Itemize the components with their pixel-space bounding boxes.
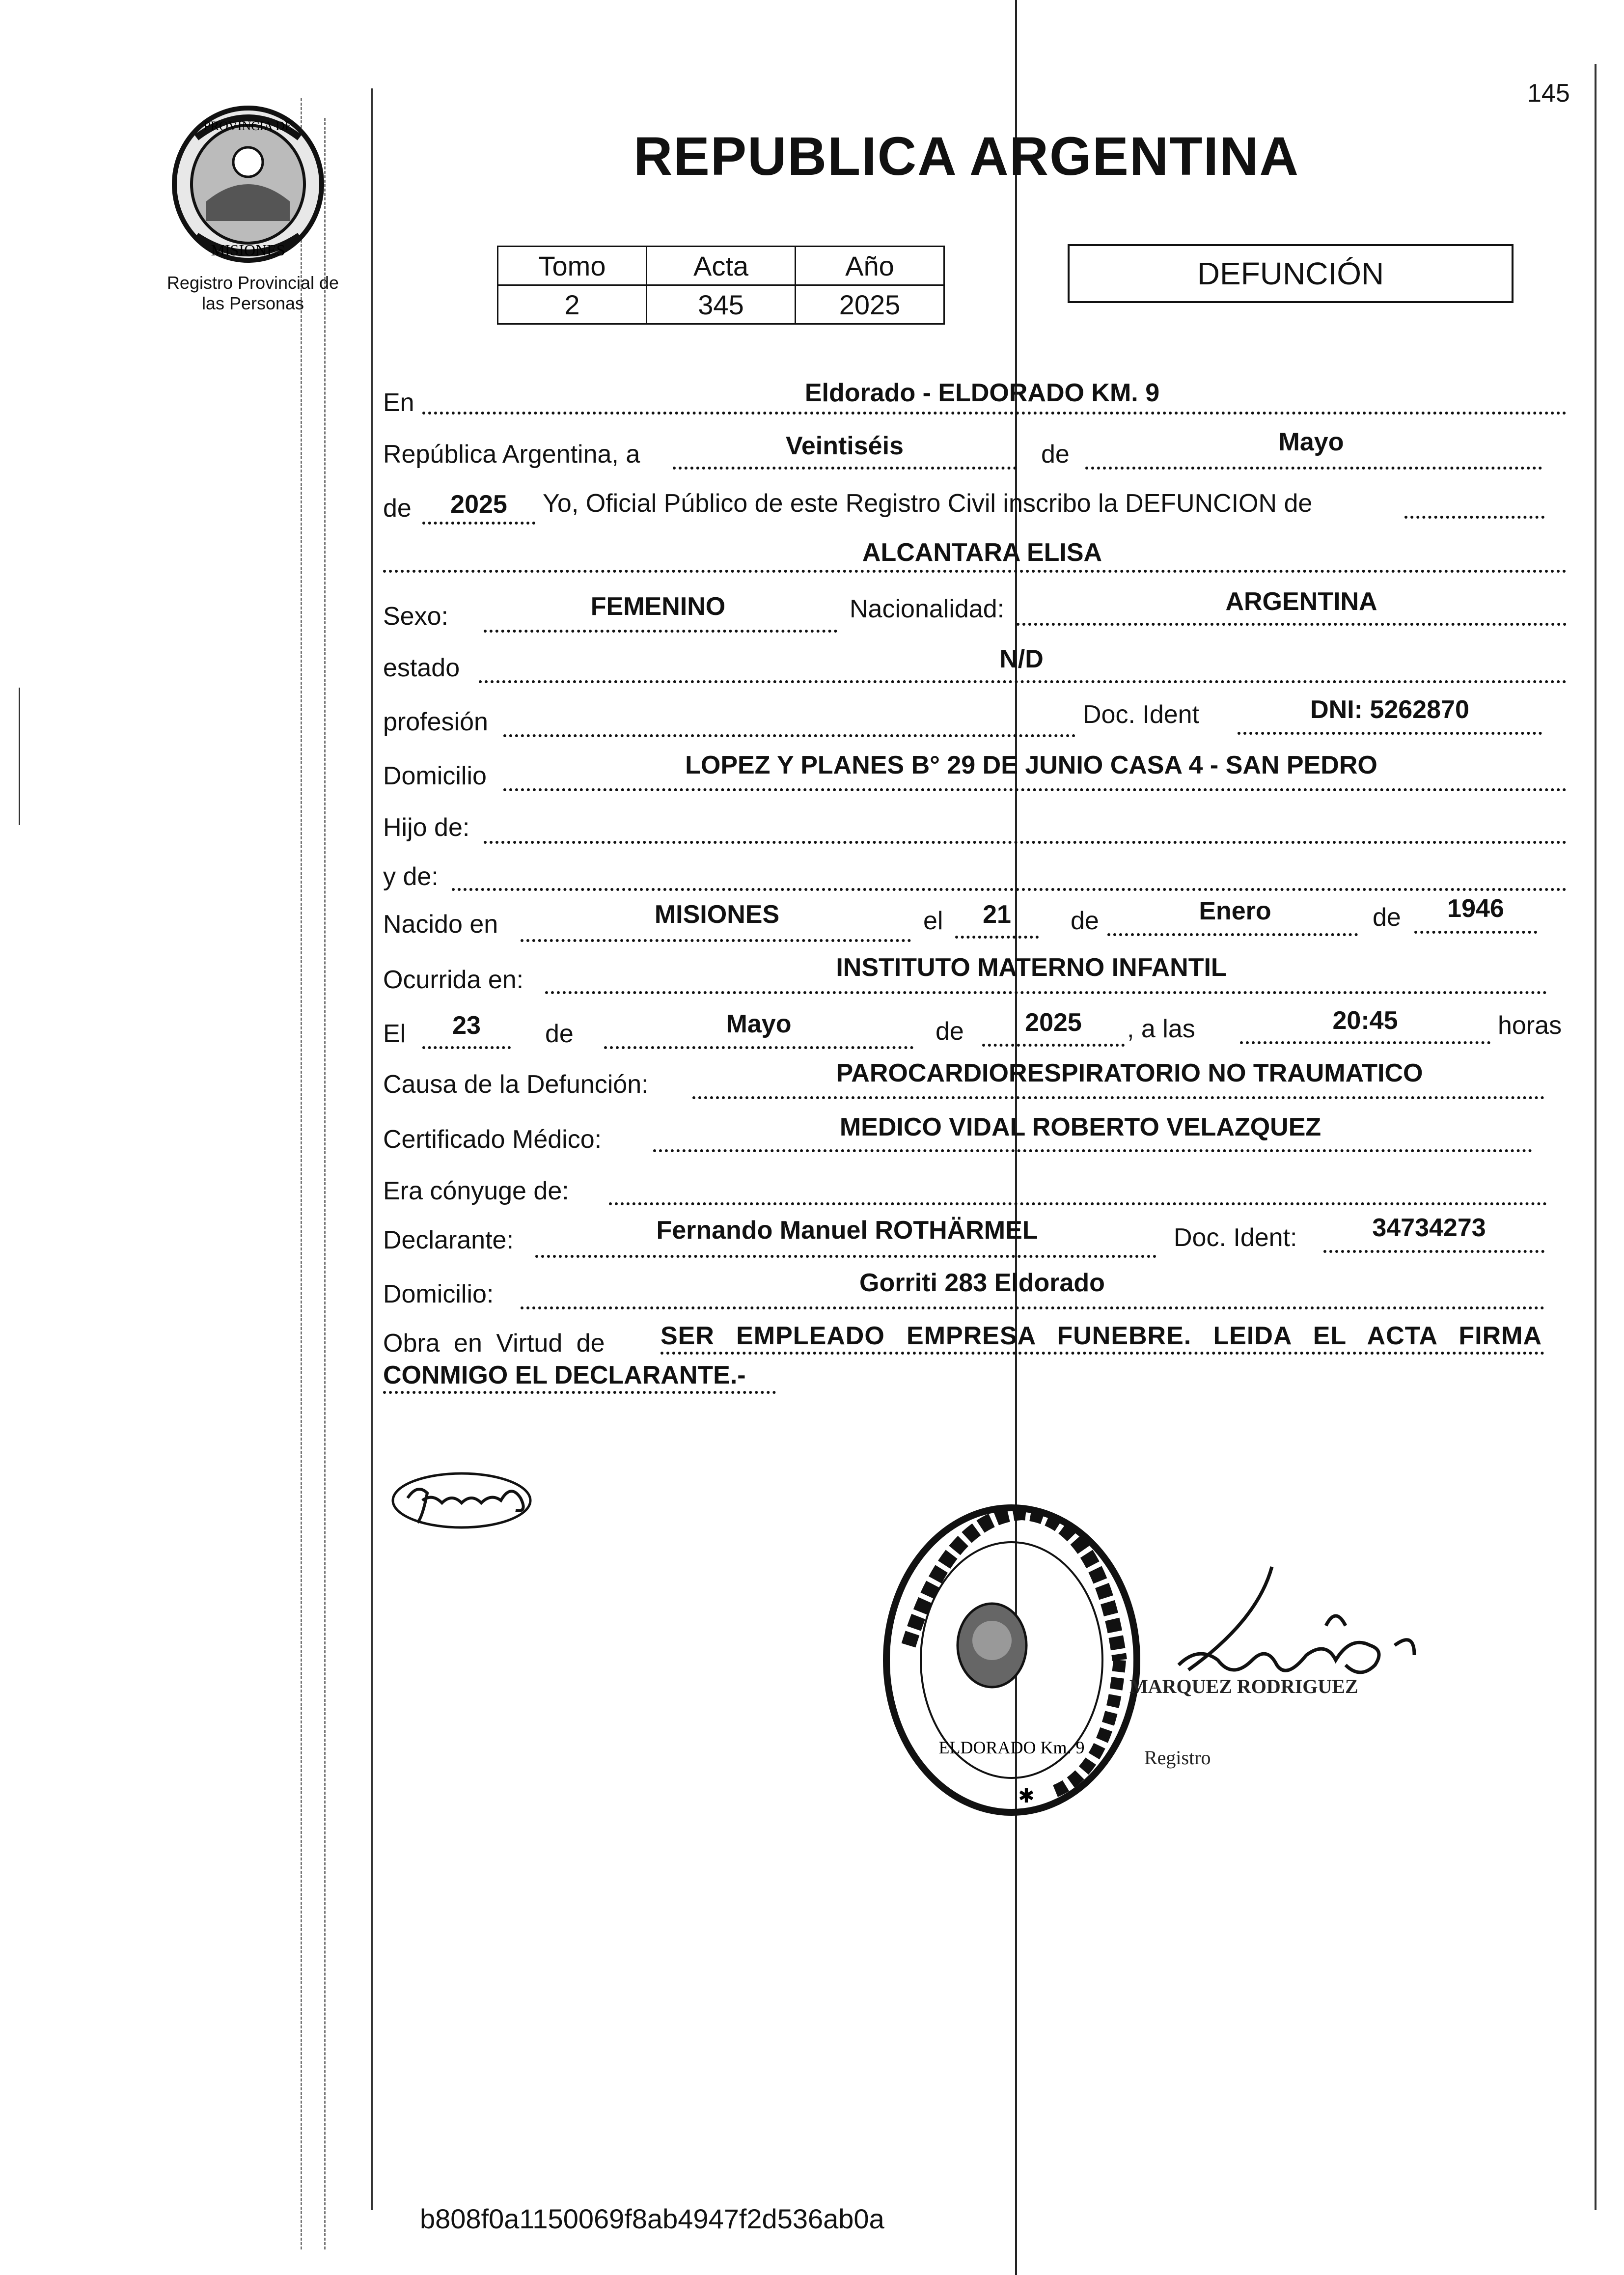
horas-label: horas xyxy=(1498,1011,1562,1040)
doc2-value: 34734273 xyxy=(1372,1214,1486,1242)
edge-line xyxy=(19,688,20,825)
dotted-line xyxy=(1404,516,1544,519)
registry-office-label xyxy=(147,273,358,314)
dotted-line xyxy=(653,1149,1532,1152)
nacido-label: Nacido en xyxy=(383,910,498,939)
month-value: Mayo xyxy=(1278,428,1344,456)
dotted-line xyxy=(521,1306,1544,1309)
dotted-line xyxy=(1414,931,1537,934)
obra-line-1: SER EMPLEADO EMPRESA FUNEBRE. LEIDA EL ACTA FIRMA xyxy=(661,1322,1542,1350)
yo-text: Yo, Oficial Público de este Registro Civil inscribo la DEFUNCION de xyxy=(543,489,1313,518)
dotted-line xyxy=(955,936,1039,939)
estado-value: N/D xyxy=(999,645,1044,673)
dotted-line xyxy=(452,888,1567,891)
dotted-line xyxy=(1238,732,1542,735)
death-year-value: 2025 xyxy=(1025,1008,1082,1037)
nacionalidad-value: ARGENTINA xyxy=(1225,587,1377,616)
anio-value: 2025 xyxy=(796,285,944,324)
dotted-line xyxy=(692,1096,1544,1099)
declarante-label: Declarante: xyxy=(383,1226,514,1254)
place-value: Eldorado - ELDORADO KM. 9 xyxy=(804,379,1160,407)
doc-value: DNI: 5262870 xyxy=(1310,695,1469,724)
de-label: de xyxy=(1373,903,1401,932)
dotted-line xyxy=(535,1255,1156,1258)
ocurrida-value: INSTITUTO MATERNO INFANTIL xyxy=(836,953,1227,982)
el-label: el xyxy=(923,907,943,935)
registry-stamp xyxy=(874,1498,1149,1822)
dotted-line xyxy=(383,570,1567,573)
dotted-line xyxy=(1107,933,1358,936)
de-label: de xyxy=(936,1017,964,1046)
stamp-inner-text: ELDORADO Km. 9 xyxy=(938,1738,1085,1757)
svg-text:✱: ✱ xyxy=(1018,1785,1035,1807)
official-signature xyxy=(1120,1547,1522,1753)
birth-year-value: 1946 xyxy=(1447,894,1504,923)
day-text-value: Veintiséis xyxy=(786,432,904,460)
declarant-signature xyxy=(388,1464,540,1537)
dotted-line xyxy=(1085,467,1542,470)
office-line-2: las Personas xyxy=(201,293,304,313)
office-line-1: Registro Provincial de xyxy=(166,273,339,293)
profesion-label: profesión xyxy=(383,708,488,736)
certificado-value: MEDICO VIDAL ROBERTO VELAZQUEZ xyxy=(839,1113,1321,1141)
de-label: de xyxy=(545,1020,574,1048)
causa-value: PAROCARDIORESPIRATORIO NO TRAUMATICO xyxy=(836,1059,1423,1087)
domicilio-value: LOPEZ Y PLANES B° 29 DE JUNIO CASA 4 - SAN PEDRO xyxy=(685,751,1377,779)
acta-header: Acta xyxy=(647,247,796,285)
acta-value: 345 xyxy=(647,285,796,324)
dotted-line xyxy=(1323,1250,1544,1253)
dotted-line xyxy=(484,630,837,633)
sexo-label: Sexo: xyxy=(383,602,448,631)
domicilio2-label: Domicilio: xyxy=(383,1280,494,1308)
record-type-box: DEFUNCIÓN xyxy=(1068,244,1514,303)
left-margin-line xyxy=(371,88,373,2210)
dotted-line xyxy=(1240,1041,1490,1044)
republica-label: República Argentina, a xyxy=(383,440,640,469)
en-label: En xyxy=(383,388,414,417)
tomo-header: Tomo xyxy=(498,247,647,285)
tomo-value: 2 xyxy=(498,285,647,324)
seal-text-bottom: MISIONES xyxy=(211,241,285,259)
sexo-value: FEMENINO xyxy=(590,592,726,621)
dotted-line xyxy=(479,680,1567,683)
dotted-line xyxy=(673,467,1017,470)
dotted-line xyxy=(521,939,911,942)
provincial-seal-icon xyxy=(167,103,329,265)
document-title: REPUBLICA ARGENTINA xyxy=(633,126,1299,187)
dotted-line xyxy=(484,841,1567,844)
dotted-line xyxy=(545,991,1547,994)
dotted-line xyxy=(604,1046,913,1049)
birth-month-value: Enero xyxy=(1199,897,1271,925)
de-label: de xyxy=(1071,907,1099,935)
death-time-value: 20:45 xyxy=(1332,1006,1398,1035)
anio-header: Año xyxy=(796,247,944,285)
el2-label: El xyxy=(383,1020,406,1048)
nacionalidad-label: Nacionalidad: xyxy=(850,595,1005,623)
official-registry: Registro xyxy=(1144,1747,1211,1769)
dotted-line xyxy=(661,1352,1544,1355)
death-month-value: Mayo xyxy=(726,1010,792,1038)
official-name: MARQUEZ RODRIGUEZ xyxy=(1129,1675,1358,1697)
nacido-value: MISIONES xyxy=(654,900,780,929)
year-value: 2025 xyxy=(450,490,507,519)
obra-line-2: CONMIGO EL DECLARANTE.- xyxy=(383,1361,746,1389)
dotted-line xyxy=(422,1046,511,1049)
doc2-label: Doc. Ident: xyxy=(1174,1223,1297,1252)
dotted-line xyxy=(503,788,1567,791)
ocurrida-label: Ocurrida en: xyxy=(383,966,524,994)
death-day-value: 23 xyxy=(452,1011,481,1040)
perforation-line xyxy=(301,98,302,2249)
hijo-label: Hijo de: xyxy=(383,813,470,842)
dotted-line xyxy=(503,734,1075,737)
causa-label: Causa de la Defunción: xyxy=(383,1070,649,1099)
domicilio2-value: Gorriti 283 Eldorado xyxy=(859,1269,1105,1297)
dotted-line xyxy=(383,1391,776,1394)
certificado-label: Certificado Médico: xyxy=(383,1125,602,1154)
dotted-line xyxy=(422,412,1567,415)
dotted-line xyxy=(609,1202,1547,1205)
record-meta-table xyxy=(497,246,945,325)
right-margin-line xyxy=(1595,64,1596,2210)
conyuge-label: Era cónyuge de: xyxy=(383,1177,569,1205)
document-hash: b808f0a1150069f8ab4947f2d536ab0a xyxy=(420,2203,884,2234)
estado-label: estado xyxy=(383,654,460,682)
dotted-line xyxy=(1017,623,1567,626)
deceased-name: ALCANTARA ELISA xyxy=(862,538,1102,567)
dotted-line xyxy=(982,1044,1125,1047)
y-de-label: y de: xyxy=(383,862,439,891)
domicilio-label: Domicilio xyxy=(383,762,487,790)
doc-label: Doc. Ident xyxy=(1083,700,1200,729)
birth-day-value: 21 xyxy=(983,900,1011,929)
a-las-label: , a las xyxy=(1127,1015,1195,1043)
obra-label: Obra en Virtud de xyxy=(383,1329,605,1358)
seal-text-top: PROVINCIA DE xyxy=(203,119,293,133)
dotted-line xyxy=(422,522,535,525)
page-number: 145 xyxy=(1527,79,1570,108)
de-label: de xyxy=(383,494,412,523)
declarante-value: Fernando Manuel ROTHÄRMEL xyxy=(656,1216,1038,1245)
perforation-line xyxy=(324,118,326,2249)
de-label: de xyxy=(1041,440,1070,469)
